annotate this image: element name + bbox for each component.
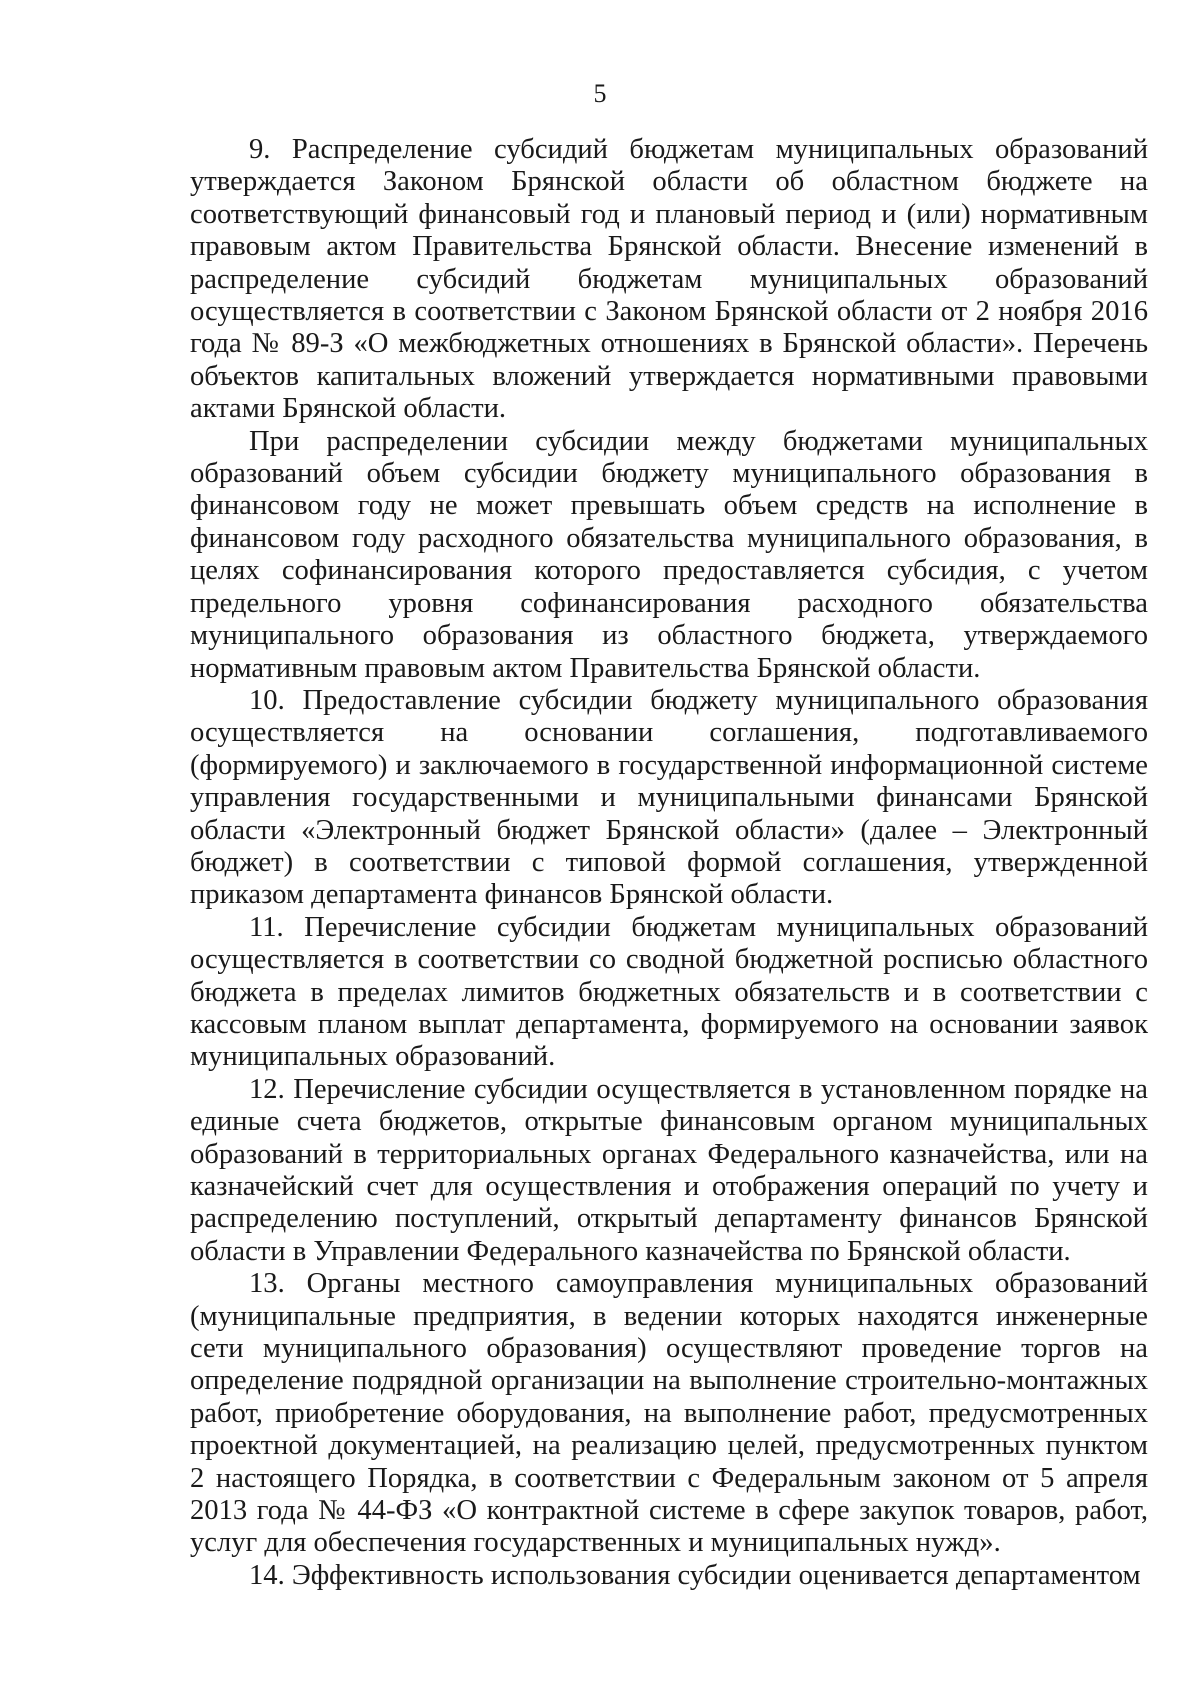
paragraph-item-14: 14. Эффективность использования субсидии оценивается департаментом — [249, 1559, 1141, 1591]
paragraph-item-9: 9. Распределение субсидий бюджетам муниципальных образований утверждается Законом Брянской области об областном бюджете на соответствующий финансовый год и плановый период и (или) нормативным правовым актом Правительства Брянской области. Внесение изменений в распределение субсидий бюджетам муниципальных образований осуществляется в соответствии с Законом Брянской области от 2 ноября 2016 года № 89-З «О межбюджетных отношениях в Брянской области». Перечень объектов капитальных вложений утверждается нормативными правовыми актами Брянской области. — [190, 134, 1148, 425]
document-body — [190, 134, 1148, 1592]
paragraph-item-12: 12. Перечисление субсидии осуществляется в установленном порядке на единые счета бюджетов, открытые финансовым органом муниципальных образований в территориальных органах Федерального казначейства, или на казначейский счет для осуществления и отображения операций по учету и распределению поступлений, открытый департаменту финансов Брянской области в Управлении Федерального казначейства по Брянской области. — [190, 1073, 1148, 1267]
page-number: 5 — [593, 79, 607, 108]
paragraph-item-10: 10. Предоставление субсидии бюджету муниципального образования осуществляется на основании соглашения, подготавливаемого (формируемого) и заключаемого в государственной информационной системе управления государственными и муниципальными финансами Брянской области «Электронный бюджет Брянской области» (далее – Электронный бюджет) в соответствии с типовой формой соглашения, утвержденной приказом департамента финансов Брянской области. — [190, 684, 1148, 911]
paragraph-item-13: 13. Органы местного самоуправления муниципальных образований (муниципальные предприятия, в ведении которых находятся инженерные сети муниципального образования) осуществляют проведение торгов на определение подрядной организации на выполнение строительно-монтажных работ, приобретение оборудования, на выполнение работ, предусмотренных проектной документацией, на реализацию целей, предусмотренных пунктом 2 настоящего Порядка, в соответствии с Федеральным законом от 5 апреля 2013 года № 44-ФЗ «О контрактной системе в сфере закупок товаров, работ, услуг для обеспечения государственных и муниципальных нужд». — [190, 1268, 1148, 1559]
paragraph-distribution-limit: При распределении субсидии между бюджетами муниципальных образований объем субсидии бюджету муниципального образования в финансовом году не может превышать объем средств на исполнение в финансовом году расходного обязательства муниципального образования, в целях софинансирования которого предоставляется субсидия, с учетом предельного уровня софинансирования расходного обязательства муниципального образования из областного бюджета, утверждаемого нормативным правовым актом Правительства Брянской области. — [190, 425, 1148, 684]
paragraph-item-11: 11. Перечисление субсидии бюджетам муниципальных образований осуществляется в соответствии со сводной бюджетной росписью областного бюджета в пределах лимитов бюджетных обязательств и в соответствии с кассовым планом выплат департамента, формируемого на основании заявок муниципальных образований. — [190, 911, 1148, 1073]
